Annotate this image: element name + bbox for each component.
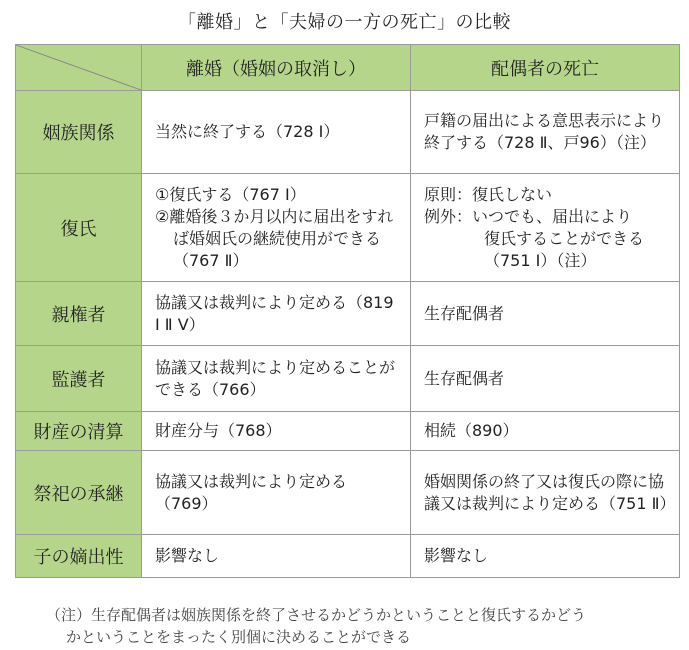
table-row: [16, 412, 680, 451]
death-cell: [411, 346, 680, 412]
cell-text: 協議又は裁判により定める（819 Ⅰ Ⅱ Ⅴ）: [155, 292, 394, 334]
cell-text: 協議又は裁判により定めることができる（766）: [155, 357, 396, 399]
row-label: 復氏: [16, 174, 142, 282]
table-header-row: [16, 45, 680, 91]
table-row: [16, 282, 680, 346]
divorce-cell: [142, 91, 411, 174]
table-row: [16, 91, 680, 174]
cell-text: 財産分与（768）: [155, 421, 282, 440]
row-label: 親権者: [16, 282, 142, 346]
rule-principle: 原則：復氏しない: [424, 184, 553, 204]
cell-text: 影響なし: [424, 546, 489, 565]
cell-text: 影響なし: [155, 546, 220, 565]
divorce-cell: [142, 412, 411, 451]
cell-text: 協議又は裁判により定める（769）: [155, 471, 348, 513]
death-cell: [411, 451, 680, 535]
death-cell: [411, 535, 680, 578]
cell-text: 婚姻関係の終了又は復氏の際に協議又は裁判により定める（751 Ⅱ）: [424, 471, 676, 513]
corner-cell: [16, 45, 142, 91]
death-cell: [411, 91, 680, 174]
row-label: 祭祀の承継: [16, 451, 142, 535]
column-header-death: 配偶者の死亡: [411, 45, 680, 91]
row-label: 財産の清算: [16, 412, 142, 451]
cell-text: 戸籍の届出による意思表示により終了する（728 Ⅱ、戸96）（注）: [424, 111, 665, 152]
row-label: 姻族関係: [16, 91, 142, 174]
cell-text: 生存配偶者: [424, 303, 505, 323]
footnote-line: （注）生存配偶者は姻族関係を終了させるかどうかということと復氏するかどう: [46, 606, 587, 624]
diagonal-divider: [16, 45, 141, 90]
table-row: [16, 451, 680, 535]
death-cell: [411, 282, 680, 346]
table-row: [16, 174, 680, 282]
divorce-cell: [142, 346, 411, 412]
column-header-divorce: 離婚（婚姻の取消し）: [142, 45, 411, 91]
footnote: [46, 604, 678, 648]
table-row: [16, 346, 680, 412]
divorce-cell: [142, 451, 411, 535]
list-item: ①復氏する（767 Ⅰ）: [155, 184, 306, 204]
cell-text: 当然に終了する（728 Ⅰ）: [155, 122, 340, 141]
rule-exception: 例外：いつでも、届出により: [424, 206, 633, 226]
divorce-cell: [142, 535, 411, 578]
comparison-table: [15, 44, 680, 578]
page-title: 「離婚」と「夫婦の一方の死亡」の比較: [178, 12, 511, 33]
row-label: 子の嫡出性: [16, 535, 142, 578]
death-cell: [411, 174, 680, 282]
footnote-line: かということをまったく別個に決めることができる: [66, 628, 412, 646]
row-label: 監護者: [16, 346, 142, 412]
rule-exception-ref: （751 Ⅰ）（注）: [484, 250, 597, 270]
divorce-cell: [142, 174, 411, 282]
list-item: ②離婚後３か月以内に届出をすれば婚姻氏の継続使用ができる（767 Ⅱ）: [155, 206, 394, 270]
divorce-cell: [142, 282, 411, 346]
cell-text: 生存配偶者: [424, 368, 505, 388]
table-row: [16, 535, 680, 578]
rule-exception-cont: 復氏することができる: [484, 228, 645, 248]
death-cell: [411, 412, 680, 451]
cell-text: 相続（890）: [424, 421, 519, 440]
